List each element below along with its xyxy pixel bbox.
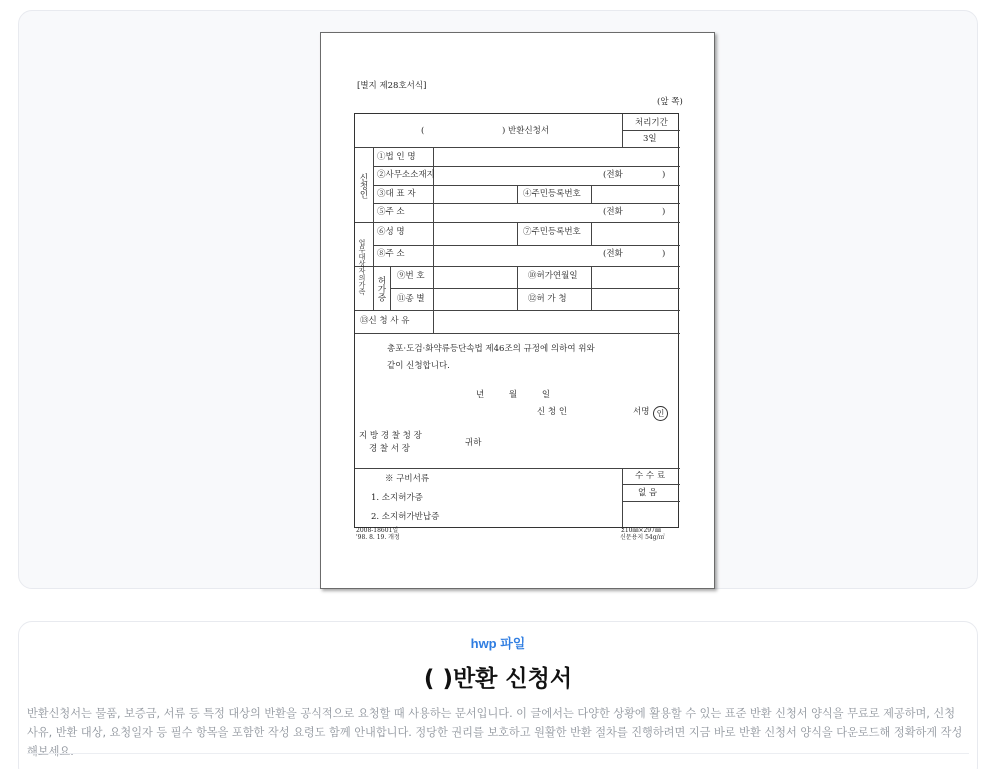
seal-stamp: 인 <box>653 406 668 421</box>
footer-right-2: 신문용지 54g/㎡ <box>620 534 665 541</box>
preview-card <box>18 10 978 589</box>
recipient-line-1: 지 방 경 찰 청 장 <box>359 431 422 441</box>
file-type-label: hwp 파일 <box>470 636 526 651</box>
permit-office-label: ⑫허 가 청 <box>528 294 567 304</box>
permit-kind-label: ⑪종 별 <box>397 294 425 304</box>
rep-address-label: ⑤주 소 <box>377 207 405 217</box>
statement-line-2: 같이 신청합니다. <box>387 361 450 371</box>
footer-left-2: '98. 8. 19. 개정 <box>356 534 400 541</box>
required-doc-2: 2. 소지허가반납증 <box>371 512 440 522</box>
applicant-sign-label: 신 청 인 <box>537 407 568 417</box>
document-preview[interactable] <box>320 32 715 589</box>
rep-phone-close: ) <box>662 207 666 217</box>
statement-line-1: 총포·도검·화약류등단속법 제46조의 규정에 의하여 위와 <box>387 344 595 354</box>
office-phone-label: (전화 <box>603 170 623 180</box>
sign-label: 서명 <box>633 407 650 417</box>
returnee-label: 업무대상자의가족 <box>358 239 366 295</box>
page-side: (앞 쪽) <box>657 97 683 107</box>
document-description: 반환신청서는 물품, 보증금, 서류 등 특정 대상의 반환을 공식적으로 요청할 때 사용하는 문서입니다. 이 글에서는 다양한 상황에 활용할 수 있는 표준 반환 신청서 양식을 무료로 제공하며, 신청 사유, 반환 대상, 요청일자 등 필수 항목을 포함한 작성 요령도 함께 안내합니다. 정당한 권리를 보호하고 원활한 반환 절차를 진행하려면 지금 바로 반환 신청서 양식을 다운로드해 정확하게 작성해보세요. <box>27 707 963 758</box>
date-line: 년 월 일 <box>476 390 551 400</box>
address-phone-close: ) <box>662 249 666 259</box>
period-value: 3일 <box>643 134 657 144</box>
address-phone-label: (전화 <box>603 249 623 259</box>
fee-value: 없 음 <box>638 488 658 498</box>
applicant-label: 신청인 <box>357 173 368 199</box>
office-address-label: ②사무소소재지 <box>377 170 435 180</box>
form-number: [별지 제28호서식] <box>357 81 427 91</box>
name-label: ⑥성 명 <box>377 227 405 237</box>
address-label: ⑧주 소 <box>377 249 405 259</box>
required-doc-1: 1. 소지허가증 <box>371 493 423 503</box>
footer-right-1: 210㎜×297㎜ <box>621 527 661 534</box>
application-form-table <box>354 113 679 528</box>
name-id-label: ⑦주민등록번호 <box>523 227 581 237</box>
rep-phone-label: (전화 <box>603 207 623 217</box>
permit-number-label: ⑨번 호 <box>397 271 425 281</box>
permit-label: 허가증 <box>375 276 386 302</box>
required-docs-header: ※ 구비서류 <box>385 474 430 484</box>
permit-date-label: ⑩허가연월일 <box>528 271 578 281</box>
document-title: ( )반환 신청서 <box>423 666 573 692</box>
footer-left-1: 2008-18601일 <box>356 527 399 534</box>
document-info-card <box>18 621 978 769</box>
title-paren: ( <box>421 126 425 136</box>
reason-label: ⑬신 청 사 유 <box>360 316 410 326</box>
divider <box>27 753 969 754</box>
representative-label: ③대 표 자 <box>377 189 416 199</box>
fee-label: 수 수 료 <box>635 471 666 481</box>
recipient-line-2: 경 찰 서 장 <box>369 444 410 454</box>
period-label: 처리기간 <box>635 118 668 128</box>
recipient-suffix: 귀하 <box>465 438 482 448</box>
rep-id-label: ④주민등록번호 <box>523 189 581 199</box>
office-phone-close: ) <box>662 170 666 180</box>
corp-name-label: ①법 인 명 <box>377 152 416 162</box>
form-title: ) 반환신청서 <box>502 126 550 136</box>
